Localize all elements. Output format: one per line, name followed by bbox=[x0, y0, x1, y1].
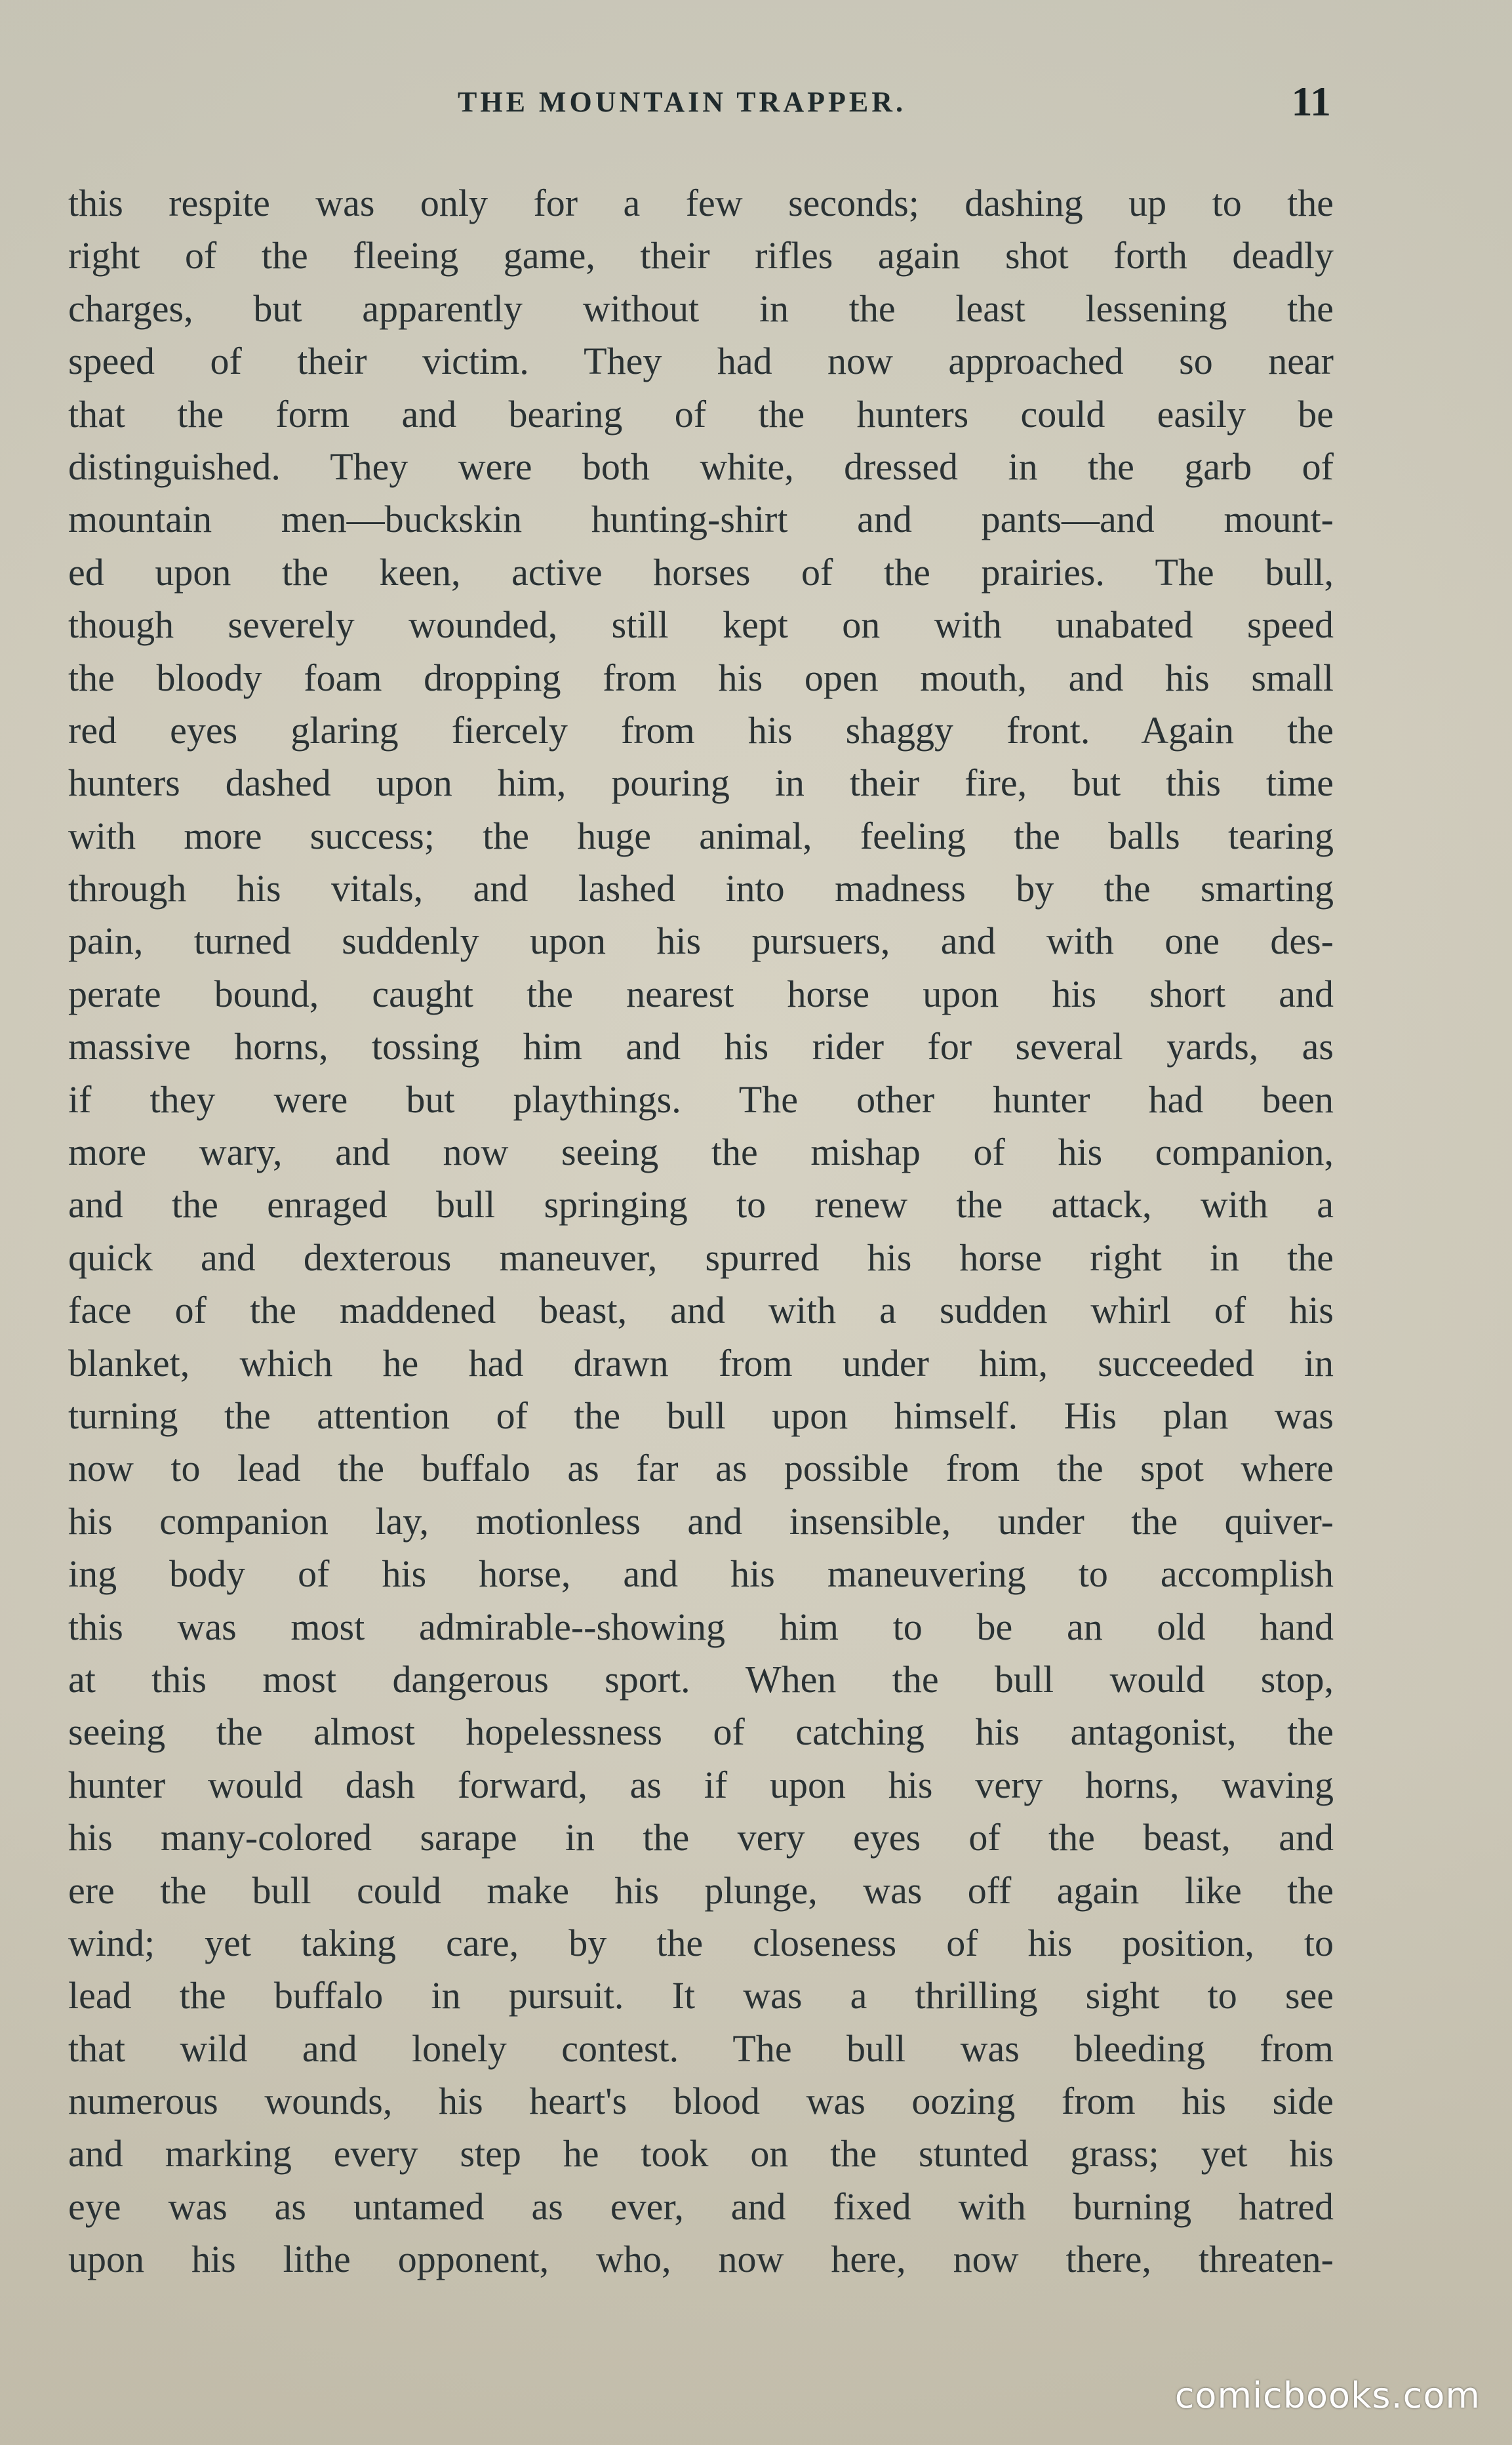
text-line: red eyes glaring fiercely from his shaggy front. Again the bbox=[68, 708, 1334, 752]
text-line: though severely wounded, still kept on with unabated speed bbox=[68, 603, 1334, 647]
text-line: ere the bull could make his plunge, was off again like the bbox=[68, 1869, 1334, 1912]
text-line: hunters dashed upon him, pouring in their fire, but this time bbox=[68, 761, 1334, 805]
text-line: and the enraged bull springing to renew the attack, with a bbox=[68, 1183, 1334, 1226]
text-line: seeing the almost hopelessness of catching his antagonist, the bbox=[68, 1710, 1334, 1754]
text-line: this was most admirable--showing him to be an old hand bbox=[68, 1605, 1334, 1648]
text-line: perate bound, caught the nearest horse upon his short and bbox=[68, 972, 1334, 1015]
text-line: right of the fleeing game, their rifles again shot forth deadly bbox=[68, 234, 1334, 277]
text-line: massive horns, tossing him and his rider for several yards, as bbox=[68, 1025, 1334, 1068]
text-line: blanket, which he had drawn from under him, succeeded in bbox=[68, 1341, 1334, 1384]
text-line: and marking every step he took on the stunted grass; yet his bbox=[68, 2132, 1334, 2175]
text-line: face of the maddened beast, and with a sudden whirl of his bbox=[68, 1289, 1334, 1332]
text-line: at this most dangerous sport. When the bull would stop, bbox=[68, 1657, 1334, 1701]
watermark: comicbooks.com bbox=[1174, 2375, 1481, 2416]
text-line: if they were but playthings. The other hunter had been bbox=[68, 1078, 1334, 1121]
text-line: eye was as untamed as ever, and fixed with burning hatred bbox=[68, 2185, 1334, 2228]
text-line: mountain men—buckskin hunting-shirt and pants—and mount- bbox=[68, 498, 1334, 541]
text-line: his companion lay, motionless and insensible, under the quiver- bbox=[68, 1499, 1334, 1543]
text-line: through his vitals, and lashed into madness by the smarting bbox=[68, 867, 1334, 910]
text-line: hunter would dash forward, as if upon his very horns, waving bbox=[68, 1763, 1334, 1806]
text-line: that the form and bearing of the hunters could easily be bbox=[68, 392, 1334, 435]
text-line: upon his lithe opponent, who, now here, now there, threaten- bbox=[68, 2238, 1334, 2281]
text-line: that wild and lonely contest. The bull was bleeding from bbox=[68, 2027, 1334, 2070]
text-line: turning the attention of the bull upon himself. His plan was bbox=[68, 1394, 1334, 1437]
text-line: wind; yet taking care, by the closeness of his position, to bbox=[68, 1921, 1334, 1964]
text-line: now to lead the buffalo as far as possible from the spot where bbox=[68, 1447, 1334, 1490]
running-title: THE MOUNTAIN TRAPPER. bbox=[458, 86, 906, 118]
text-line: charges, but apparently without in the least lessening the bbox=[68, 287, 1334, 330]
text-line: his many-colored sarape in the very eyes of the beast, and bbox=[68, 1816, 1334, 1859]
text-line: this respite was only for a few seconds; dashing up to the bbox=[68, 182, 1334, 224]
text-line: more wary, and now seeing the mishap of his companion, bbox=[68, 1131, 1334, 1174]
text-line: numerous wounds, his heart's blood was oozing from his side bbox=[68, 2080, 1334, 2123]
body-text bbox=[68, 177, 1334, 2286]
text-line: speed of their victim. They had now approached so near bbox=[68, 340, 1334, 383]
text-line: ed upon the keen, active horses of the prairies. The bull, bbox=[68, 550, 1334, 594]
text-line: quick and dexterous maneuver, spurred his horse right in the bbox=[68, 1236, 1334, 1279]
text-line: pain, turned suddenly upon his pursuers, and with one des- bbox=[68, 919, 1334, 963]
text-line: lead the buffalo in pursuit. It was a thrilling sight to see bbox=[68, 1974, 1334, 2017]
text-line: the bloody foam dropping from his open mouth, and his small bbox=[68, 656, 1334, 699]
page-number: 11 bbox=[1291, 78, 1331, 125]
text-line: ing body of his horse, and his maneuvering to accomplish bbox=[68, 1552, 1334, 1596]
text-line: distinguished. They were both white, dressed in the garb of bbox=[68, 445, 1334, 488]
text-line: with more success; the huge animal, feeling the balls tearing bbox=[68, 814, 1334, 857]
